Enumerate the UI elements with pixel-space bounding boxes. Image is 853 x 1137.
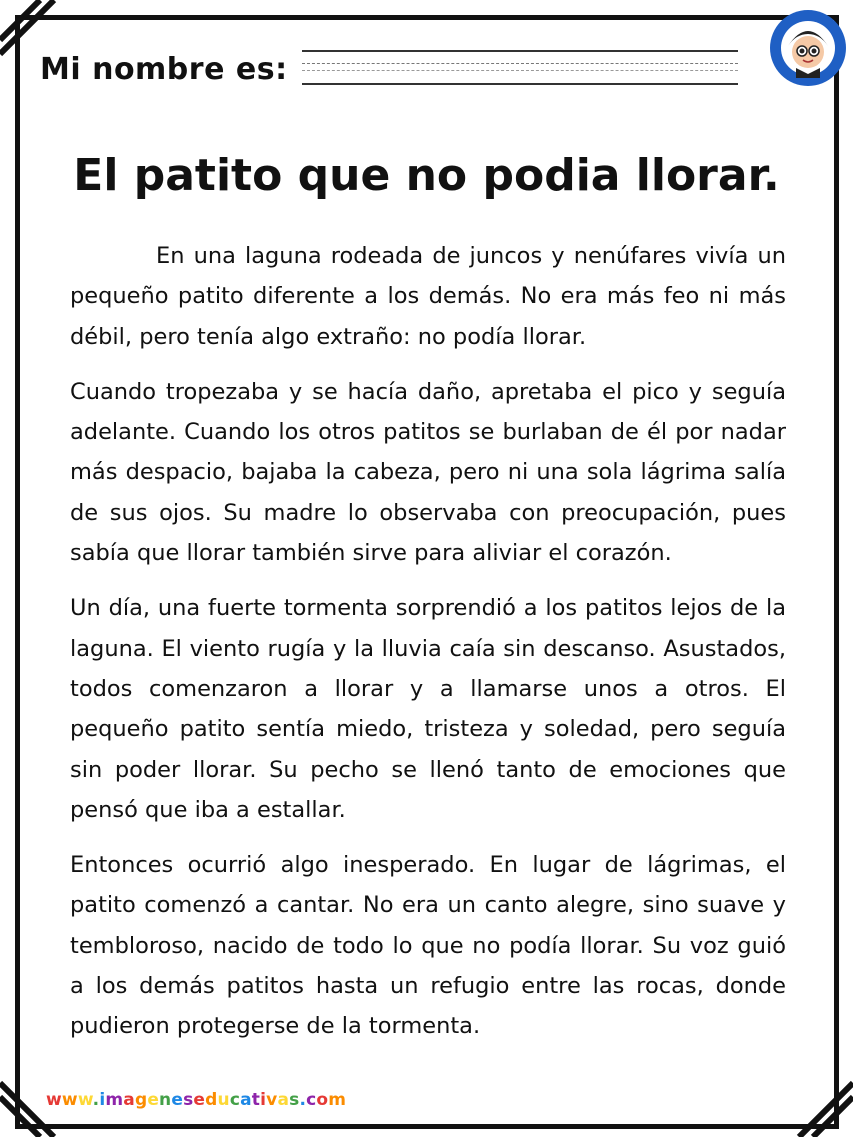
corner-decoration-bottom-right [793, 1077, 853, 1137]
story-title: El patito que no podia llorar. [73, 150, 780, 201]
story-paragraph: Entonces ocurrió algo inesperado. En lugar de lágrimas, el patito comenzó a cantar. No era un canto alegre, sino suave y tembloroso, nacido de todo lo que no podía llorar. Su voz guió a los demás patitos hasta un refugio entre las rocas, donde pudieron protegerse de la tormenta. [70, 852, 786, 1040]
story-body [70, 236, 786, 1062]
website-footer-text: www.imageneseducativas.com [46, 1090, 347, 1110]
story-paragraph: Cuando tropezaba y se hacía daño, apretaba el pico y seguía adelante. Cuando los otros patitos se burlaban de él por nadar más despacio, bajaba la cabeza, pero ni una sola lágrima salía de sus ojos. Su madre lo observaba con preocupación, pues sabía que llorar también sirve para aliviar el corazón. [70, 378, 786, 567]
story-paragraph: En una laguna rodeada de juncos y nenúfares vivía un pequeño patito diferente a los demás. No era más feo ni más débil, pero tenía algo extraño: no podía llorar. [70, 243, 786, 350]
cartoon-student-logo-icon [768, 8, 848, 88]
website-footer-link[interactable] [46, 1090, 346, 1110]
name-label: Mi nombre es: [40, 52, 288, 87]
story-paragraph: Un día, una fuerte tormenta sorprendió a los patitos lejos de la laguna. El viento rugía y la lluvia caía sin descanso. Asustados, todos comenzaron a llorar y a llamarse unos a otros. El pequeño patito sentía miedo, tristeza y soledad, pero seguía sin poder llorar. Su pecho se llenó tanto de emociones que pensó que iba a estallar. [70, 595, 786, 823]
name-field-row [40, 50, 740, 96]
name-writing-lines[interactable] [302, 50, 738, 90]
